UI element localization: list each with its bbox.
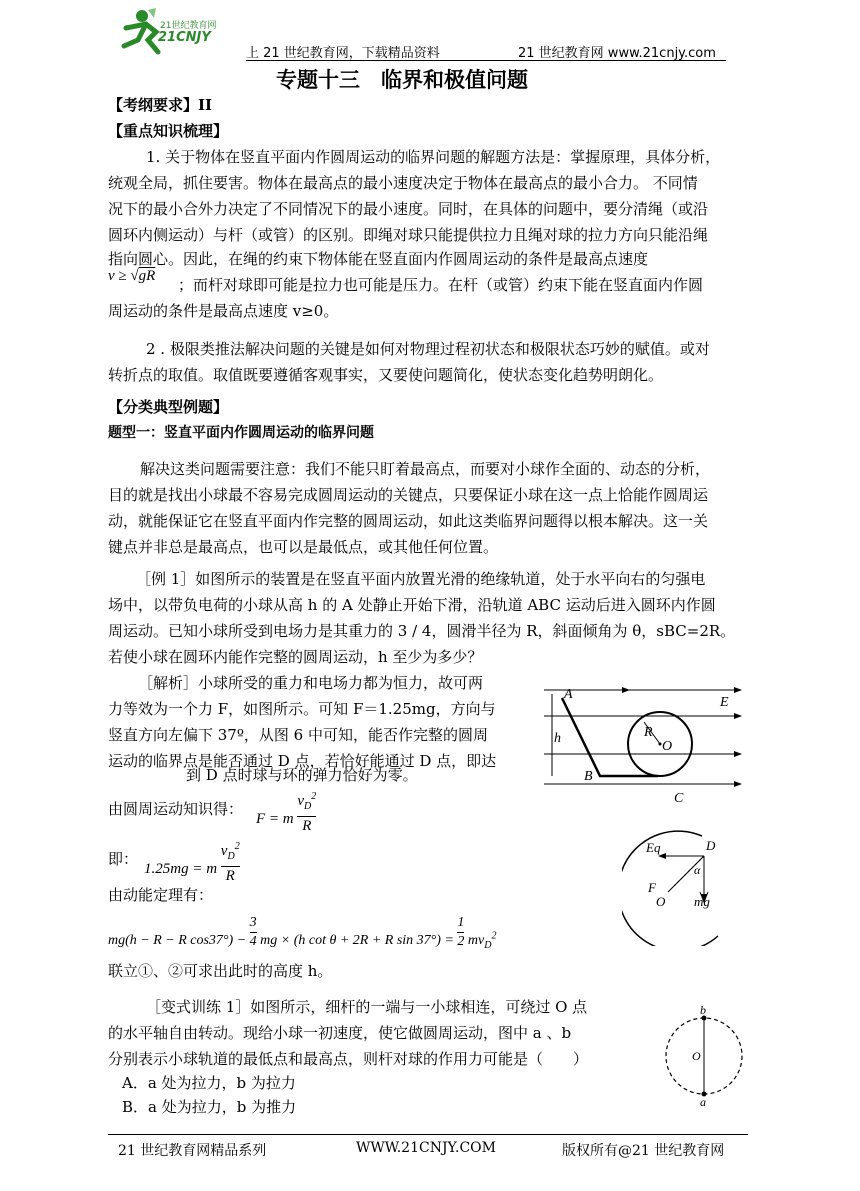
p3-line-0: 解决这类问题需要注意：我们不能只盯着最高点，而要对小球作全面的、动态的分析， bbox=[140, 460, 711, 478]
p1-line-5: ；而杆对球即可能是拉力也可能是压力。在杆（或管）约束下能在竖直面内作圆 bbox=[178, 276, 704, 294]
header-rule bbox=[246, 60, 726, 61]
var1-line-0: ［变式训练 1］如图所示，细杆的一端与一小球相连，可绕过 O 点 bbox=[146, 998, 588, 1016]
option-b: B．a 处为拉力，b 为推力 bbox=[122, 1098, 297, 1116]
p1-line-2: 况下的最小合外力决定了不同情况下的最小速度。同时，在具体的问题中，要分清绳（或沿 bbox=[108, 200, 709, 218]
svg-text:E: E bbox=[720, 695, 729, 710]
svg-text:R: R bbox=[644, 725, 653, 740]
figure-rod-circle bbox=[660, 1002, 750, 1108]
section-key-points: 【重点知识梳理】 bbox=[108, 122, 229, 140]
svg-text:D: D bbox=[706, 838, 716, 853]
footer-left: 21 世纪教育网精品系列 bbox=[118, 1143, 267, 1159]
svg-text:Eq: Eq bbox=[646, 840, 661, 855]
svg-text:B: B bbox=[584, 769, 593, 784]
svg-text:mg: mg bbox=[694, 894, 710, 909]
an1-line-0: ［解析］小球所受的重力和电场力都为恒力，故可两 bbox=[138, 674, 484, 692]
svg-text:C: C bbox=[674, 791, 684, 806]
p1-line-0: 1. 关于物体在竖直平面内作圆周运动的临界问题的解题方法是：掌握原理，具体分析， bbox=[146, 148, 721, 166]
ex1-line-1: 场中，以带负电荷的小球从高 h 的 A 处静止开始下滑，沿轨道 ABC 运动后进入圆环内作圆 bbox=[108, 596, 716, 614]
eq-intro-2: 即： bbox=[108, 850, 139, 868]
p3-line-2: 动，就能保证它在竖直平面内作完整的圆周运动，如此这类临界问题得以根本解决。这一关 bbox=[108, 512, 709, 530]
p3-line-3: 键点并非总是最高点，也可以是最低点，或其他任何位置。 bbox=[108, 538, 499, 556]
logo-text: 21世纪教育网 bbox=[160, 21, 217, 31]
footer-right: 版权所有@21 世纪教育网 bbox=[562, 1143, 725, 1159]
svg-text:A: A bbox=[564, 687, 573, 702]
ex1-line-0: ［例 1］如图所示的装置是在竖直平面内放置光滑的绝缘轨道，处于水平向右的匀强电 bbox=[136, 570, 706, 588]
header-logo bbox=[112, 6, 242, 58]
svg-text:a: a bbox=[700, 1095, 706, 1108]
svg-text:O: O bbox=[692, 1049, 701, 1063]
eq-intro-3: 由动能定理有： bbox=[108, 886, 214, 904]
footer-mid: WWW.21CNJY.COM bbox=[356, 1140, 496, 1156]
an1-line-3: 运动的临界点是能否通过 D 点，若恰好能通过 D 点，即达 bbox=[108, 752, 497, 770]
formula-F-m-v2-R: F = m $\frac{v_D^2}{R}$ bbox=[256, 788, 316, 835]
svg-text:b: b bbox=[700, 1003, 706, 1017]
svg-text:O: O bbox=[662, 739, 673, 754]
svg-text:O: O bbox=[656, 894, 666, 909]
svg-text:F: F bbox=[648, 880, 656, 895]
p1-line-4: 指向圆心。因此，在绳的约束下物体能在竖直面内作圆周运动的条件是最高点速度 bbox=[108, 250, 649, 268]
svg-text:α: α bbox=[694, 863, 701, 877]
svg-text:h: h bbox=[554, 731, 561, 746]
header-right: 21 世纪教育网 www.21cnjy.com bbox=[518, 46, 716, 61]
p1-line-1: 统观全局，抓住要害。物体在最高点的最小速度决定于物体在最高点的最小合力。 不同情 bbox=[108, 174, 698, 192]
header-left: 上 21 世纪教育网，下载精品资料 bbox=[246, 46, 440, 61]
var1-line-1: 的水平轴自由转动。现给小球一初速度，使它做圆周运动，图中 a 、b bbox=[108, 1024, 572, 1042]
formula-v-sqrt-gR: v ≥ √gR bbox=[108, 268, 156, 284]
footer-rule bbox=[108, 1134, 748, 1135]
p1-line-3: 圆环内侧运动）与杆（或管）的区别。即绳对球只能提供拉力且绳对球的拉力方向只能沿绳 bbox=[108, 226, 709, 244]
eq-intro-1: 由圆周运动知识得： bbox=[108, 800, 244, 818]
section-examples: 【分类典型例题】 bbox=[108, 398, 229, 416]
topic-1: 题型一：竖直平面内作圆周运动的临界问题 bbox=[108, 425, 374, 441]
an1-line-4: 到 D 点时球与环的弹力恰好为零。 bbox=[186, 766, 418, 784]
page-title: 专题十三 临界和极值问题 bbox=[276, 68, 528, 92]
figure-track-diagram bbox=[544, 676, 744, 806]
ex1-line-3: 若使小球在圆环内能作完整的圆周运动，h 至少为多少？ bbox=[108, 648, 483, 666]
p2-line-1: 转折点的取值。取值既要遵循客观事实，又要使问题简化，使状态变化趋势明朗化。 bbox=[108, 366, 664, 384]
conclusion: 联立①、②可求出此时的高度 h。 bbox=[108, 962, 333, 980]
formula-125mg: 1.25mg = m $\frac{v_D^2}{R}$ bbox=[144, 838, 240, 885]
syllabus-req: 【考纲要求】II bbox=[108, 96, 213, 114]
p2-line-0: 2 . 极限类推法解决问题的关键是如何对物理过程初状态和极限状态巧妙的赋值。或对 bbox=[146, 340, 710, 358]
logo-sub: 21CNJY bbox=[158, 30, 211, 45]
formula-energy-theorem: mg(h − R − R cos37°) − $\frac{3}{4}$ mg × (h cot θ + 2R + R sin 37°) = $\frac{1}{2}$ $mv_D^2$ bbox=[108, 915, 497, 951]
an1-line-2: 竖直方向左偏下 37º，从图 6 中可知，能否作完整的圆周 bbox=[108, 726, 488, 744]
p1-line-6: 周运动的条件是最高点速度 v≥0。 bbox=[108, 302, 339, 320]
an1-line-1: 力等效为一个力 F，如图所示。可知 F＝1.25mg，方向与 bbox=[108, 700, 496, 718]
var1-line-2: 分别表示小球轨道的最低点和最高点，则杆对球的作用力可能是（ ） bbox=[108, 1050, 589, 1068]
p3-line-1: 目的就是找出小球最不容易完成圆周运动的关键点，只要保证小球在这一点上恰能作圆周运 bbox=[108, 486, 709, 504]
option-a: A．a 处为拉力，b 为拉力 bbox=[122, 1074, 296, 1092]
ex1-line-2: 周运动。已知小球所受到电场力是其重力的 3 / 4，圆滑半径为 R，斜面倾角为 θ，sBC=2R。 bbox=[108, 622, 736, 640]
